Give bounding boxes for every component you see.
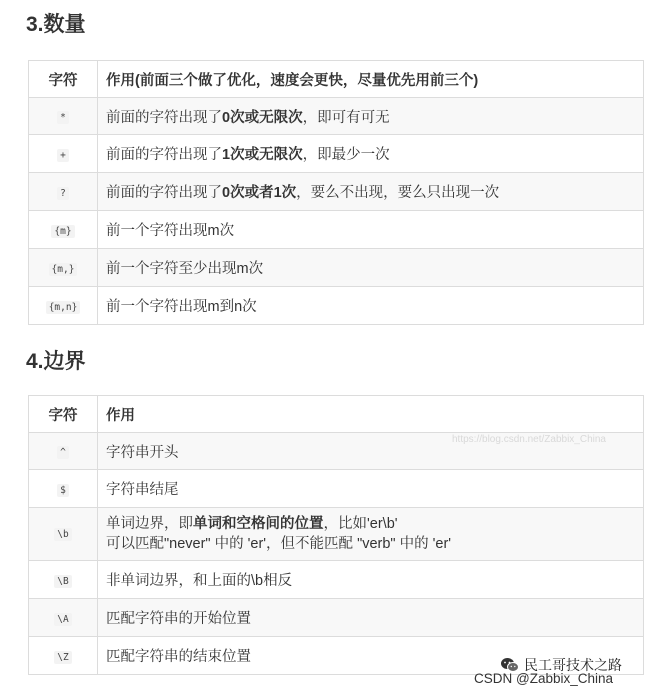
- symbol-code: ?: [57, 187, 69, 200]
- row-desc-line2: 可以匹配"never" 中的 'er'，但不能匹配 "verb" 中的 'er': [106, 536, 452, 552]
- column-header-symbol: 字符: [29, 61, 98, 98]
- row-desc: 前面的字符出现了0次或者1次，要么不出现，要么只出现一次: [98, 173, 644, 211]
- symbol-code: {m,n}: [46, 301, 81, 314]
- symbol-code: $: [57, 484, 69, 497]
- table-row: [29, 470, 644, 508]
- row-desc: 前一个字符至少出现m次: [98, 249, 644, 287]
- symbol-code: {m}: [51, 225, 74, 238]
- table-row: [29, 599, 644, 637]
- symbol-code: ^: [57, 446, 69, 459]
- column-header-desc: 作用: [98, 396, 644, 433]
- table-row: [29, 287, 644, 325]
- table-row: [29, 211, 644, 249]
- symbol-code: *: [57, 111, 69, 124]
- row-desc: 匹配字符串的结束位置: [98, 637, 644, 675]
- table-row: [29, 98, 644, 135]
- row-desc: 单词边界，即单词和空格间的位置，比如'er\b' 可以匹配"never" 中的 'er'，但不能匹配 "verb" 中的 'er': [98, 508, 644, 561]
- quantity-table: [28, 60, 644, 325]
- csdn-watermark: CSDN @Zabbix_China: [474, 671, 614, 686]
- table-row: [29, 173, 644, 211]
- symbol-code: {m,}: [49, 263, 78, 276]
- section-heading-boundary: 4.边界: [26, 350, 86, 373]
- symbol-code: +: [57, 149, 69, 162]
- row-desc: 字符串结尾: [98, 470, 644, 508]
- row-desc: 字符串开头: [98, 433, 644, 470]
- section-heading-quantity: 3.数量: [26, 13, 86, 36]
- row-desc: 前面的字符出现了0次或无限次，即可有可无: [98, 98, 644, 135]
- table-row: [29, 508, 644, 561]
- row-desc: 前一个字符出现m到n次: [98, 287, 644, 325]
- row-desc: 前一个字符出现m次: [98, 211, 644, 249]
- symbol-code: \A: [54, 613, 71, 626]
- row-desc: 非单词边界，和上面的\b相反: [98, 561, 644, 599]
- symbol-code: \B: [54, 575, 71, 588]
- center-watermark: https://blog.csdn.net/Zabbix_China: [452, 434, 606, 445]
- column-header-symbol: 字符: [29, 396, 98, 433]
- symbol-code: \Z: [54, 651, 71, 664]
- table-row: [29, 561, 644, 599]
- row-desc: 前面的字符出现了1次或无限次，即最少一次: [98, 135, 644, 173]
- row-desc: 匹配字符串的开始位置: [98, 599, 644, 637]
- symbol-code: \b: [54, 528, 71, 541]
- table-row: [29, 249, 644, 287]
- brand-name: 民工哥技术之路: [524, 657, 622, 673]
- table-row: [29, 135, 644, 173]
- column-header-desc: 作用(前面三个做了优化，速度会更快，尽量优先用前三个): [98, 61, 644, 98]
